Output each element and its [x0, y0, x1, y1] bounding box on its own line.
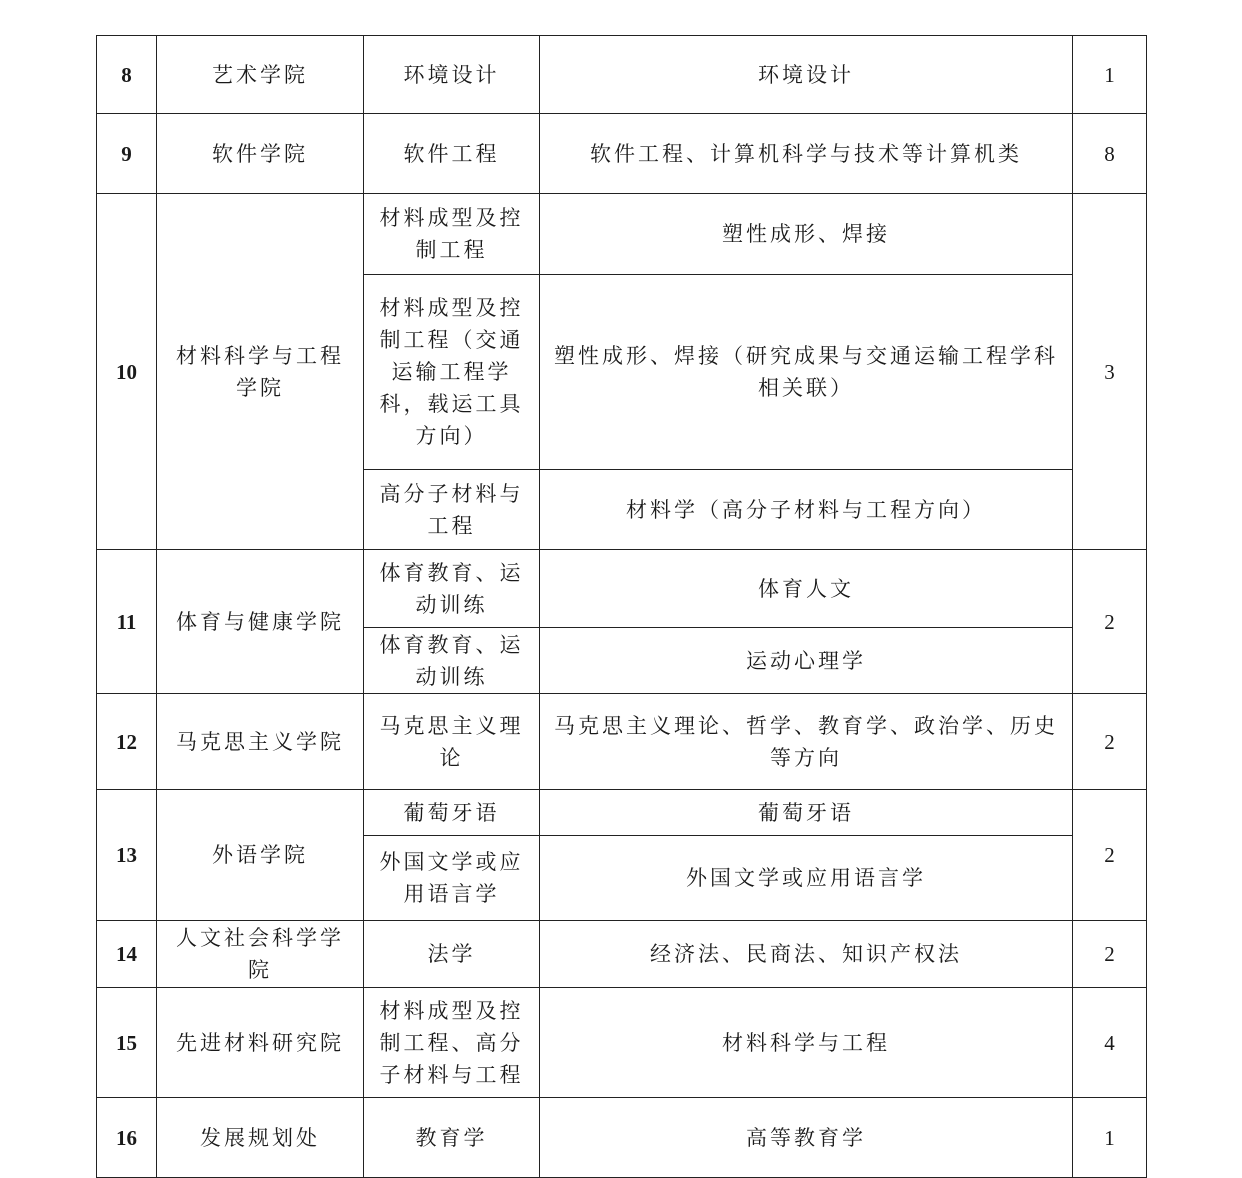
- direction-cell: 材料科学与工程: [540, 988, 1073, 1098]
- direction-cell: 经济法、民商法、知识产权法: [540, 921, 1073, 988]
- major-cell: 材料成型及控制工程、高分子材料与工程: [364, 988, 540, 1098]
- count-cell: 3: [1073, 194, 1147, 550]
- table-row: [97, 36, 1147, 114]
- row-number: 16: [97, 1098, 157, 1178]
- count-cell: 2: [1073, 790, 1147, 921]
- table-row: [97, 988, 1147, 1098]
- count-cell: 2: [1073, 921, 1147, 988]
- count-cell: 1: [1073, 36, 1147, 114]
- major-cell: 马克思主义理论: [364, 694, 540, 790]
- table-row: [97, 550, 1147, 628]
- row-number: 11: [97, 550, 157, 694]
- row-number: 13: [97, 790, 157, 921]
- college-cell: 人文社会科学学院: [157, 921, 364, 988]
- major-cell: 教育学: [364, 1098, 540, 1178]
- count-cell: 8: [1073, 114, 1147, 194]
- direction-cell: 材料学（高分子材料与工程方向）: [540, 470, 1073, 550]
- direction-cell: 塑性成形、焊接: [540, 194, 1073, 275]
- direction-cell: 高等教育学: [540, 1098, 1073, 1178]
- direction-cell: 运动心理学: [540, 628, 1073, 694]
- count-cell: 1: [1073, 1098, 1147, 1178]
- major-cell: 外国文学或应用语言学: [364, 836, 540, 921]
- row-number: 10: [97, 194, 157, 550]
- count-cell: 4: [1073, 988, 1147, 1098]
- direction-cell: 体育人文: [540, 550, 1073, 628]
- row-number: 8: [97, 36, 157, 114]
- major-cell: 环境设计: [364, 36, 540, 114]
- college-cell: 发展规划处: [157, 1098, 364, 1178]
- direction-cell: 葡萄牙语: [540, 790, 1073, 836]
- row-number: 9: [97, 114, 157, 194]
- major-cell: 材料成型及控制工程（交通运输工程学科，载运工具方向）: [364, 275, 540, 470]
- table-row: [97, 921, 1147, 988]
- direction-cell: 环境设计: [540, 36, 1073, 114]
- major-cell: 体育教育、运动训练: [364, 550, 540, 628]
- row-number: 14: [97, 921, 157, 988]
- direction-cell: 软件工程、计算机科学与技术等计算机类: [540, 114, 1073, 194]
- table-row: [97, 790, 1147, 836]
- table-row: [97, 694, 1147, 790]
- table-row: [97, 114, 1147, 194]
- college-cell: 马克思主义学院: [157, 694, 364, 790]
- college-cell: 软件学院: [157, 114, 364, 194]
- college-cell: 艺术学院: [157, 36, 364, 114]
- major-cell: 材料成型及控制工程: [364, 194, 540, 275]
- count-cell: 2: [1073, 550, 1147, 694]
- college-cell: 体育与健康学院: [157, 550, 364, 694]
- college-cell: 外语学院: [157, 790, 364, 921]
- row-number: 15: [97, 988, 157, 1098]
- college-cell: 材料科学与工程学院: [157, 194, 364, 550]
- direction-cell: 外国文学或应用语言学: [540, 836, 1073, 921]
- recruitment-table: [96, 35, 1147, 1178]
- major-cell: 软件工程: [364, 114, 540, 194]
- table-row: [97, 194, 1147, 275]
- row-number: 12: [97, 694, 157, 790]
- direction-cell: 塑性成形、焊接（研究成果与交通运输工程学科相关联）: [540, 275, 1073, 470]
- major-cell: 高分子材料与工程: [364, 470, 540, 550]
- major-cell: 葡萄牙语: [364, 790, 540, 836]
- table-row: [97, 1098, 1147, 1178]
- college-cell: 先进材料研究院: [157, 988, 364, 1098]
- count-cell: 2: [1073, 694, 1147, 790]
- major-cell: 体育教育、运动训练: [364, 628, 540, 694]
- major-cell: 法学: [364, 921, 540, 988]
- direction-cell: 马克思主义理论、哲学、教育学、政治学、历史等方向: [540, 694, 1073, 790]
